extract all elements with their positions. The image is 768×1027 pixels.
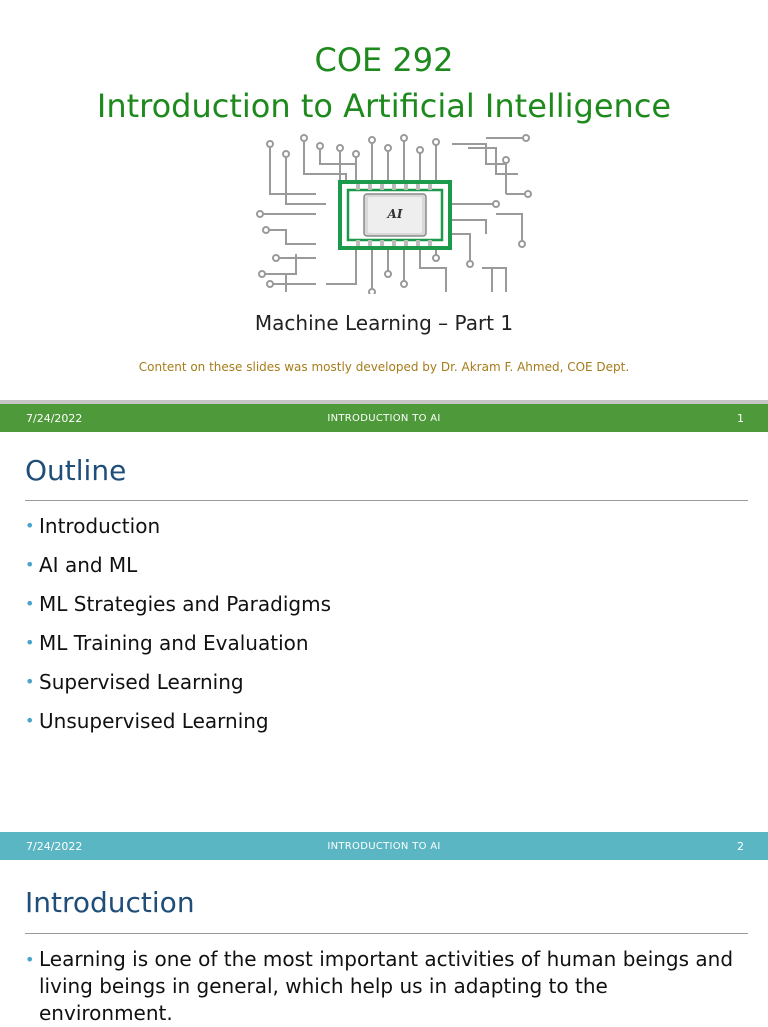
slide-footer-1 [0, 404, 768, 432]
heading-rule [25, 500, 748, 501]
introduction-slide [0, 860, 768, 1025]
chip-label: AI [387, 207, 403, 221]
title-slide [0, 0, 768, 400]
list-item: • Supervised Learning [25, 670, 244, 694]
bullet-icon: • [25, 950, 35, 969]
list-item: • ML Training and Evaluation [25, 631, 309, 655]
list-item: • Introduction [25, 514, 161, 538]
list-item: • Unsupervised Learning [25, 709, 269, 733]
bullet-icon: • [25, 594, 35, 613]
circuit-chip-icon [256, 134, 532, 294]
credit-note: Content on these slides was mostly developed by Dr. Akram F. Ahmed, COE Dept. [138, 360, 630, 374]
outline-list [25, 514, 331, 748]
footer-title: INTRODUCTION TO AI [327, 841, 441, 852]
course-code: COE 292 [314, 41, 454, 79]
bullet-icon: • [25, 555, 35, 574]
list-item: • AI and ML [25, 553, 138, 577]
footer-date: 7/24/2022 [26, 840, 83, 853]
bullet-icon: • [25, 633, 35, 652]
outline-slide [0, 432, 768, 832]
slide-footer-2 [0, 832, 768, 860]
footer-page-number: 1 [737, 412, 744, 425]
bullet-icon: • [25, 711, 35, 730]
slide-subtitle: Machine Learning – Part 1 [254, 311, 514, 335]
footer-date: 7/24/2022 [26, 412, 83, 425]
bullet-icon: • [25, 516, 35, 535]
heading-rule [25, 933, 748, 934]
footer-page-number: 2 [737, 840, 744, 853]
list-item: • ML Strategies and Paradigms [25, 592, 331, 616]
body-paragraph: • Learning is one of the most important activities of human beings and living beings in general, which help us in adapting to the environment. [25, 947, 734, 1025]
slide-heading: Introduction [25, 886, 195, 919]
footer-title: INTRODUCTION TO AI [327, 413, 441, 424]
bullet-icon: • [25, 672, 35, 691]
slide-heading: Outline [25, 454, 127, 487]
course-title: Introduction to Artificial Intelligence [96, 87, 672, 125]
